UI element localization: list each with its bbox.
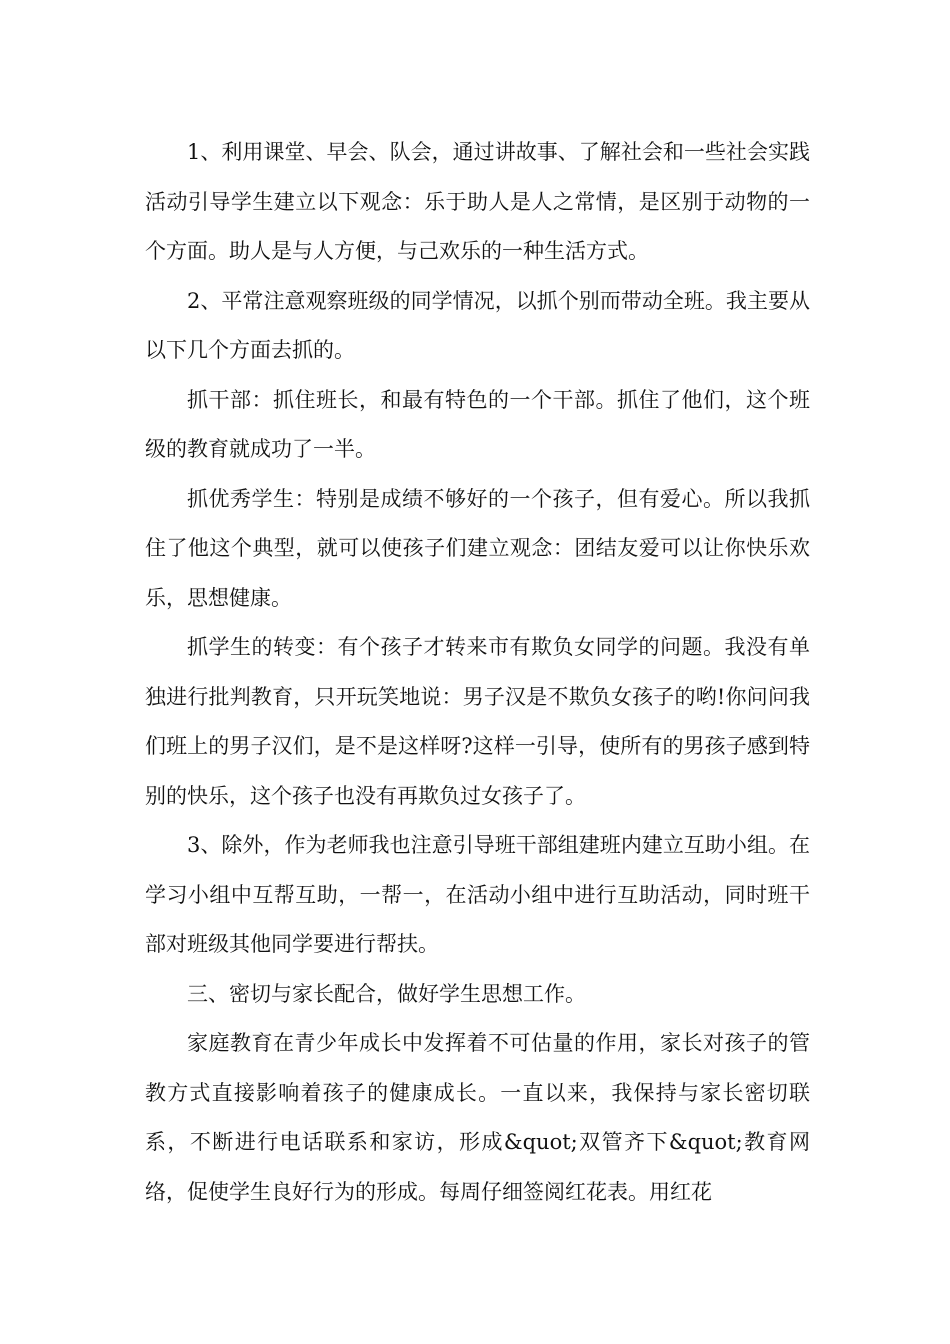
paragraph-6: 3、除外，作为老师我也注意引导班干部组建班内建立互助小组。在学习小组中互帮互助，一帮一，在活动小组中进行互助活动，同时班干部对班级其他同学要进行帮扶。 [145, 833, 810, 956]
paragraph-2: 2、平常注意观察班级的同学情况，以抓个别而带动全班。我主要从以下几个方面去抓的。 [145, 288, 810, 362]
paragraph-7: 家庭教育在青少年成长中发挥着不可估量的作用，家长对孩子的管教方式直接影响着孩子的健康成长。一直以来，我保持与家长密切联系，不断进行电话联系和家访，形成&quot;双管齐下&quot;教育网络，促使学生良好行为的形成。每周仔细签阅红花表。用红花 [145, 1031, 810, 1204]
document-body [145, 128, 810, 1217]
paragraph-1: 1、利用课堂、早会、队会，通过讲故事、了解社会和一些社会实践活动引导学生建立以下观念：乐于助人是人之常情，是区别于动物的一个方面。助人是与人方便，与己欢乐的一种生活方式。 [145, 140, 810, 263]
section-heading: 三、密切与家长配合，做好学生思想工作。 [187, 981, 586, 1006]
paragraph-5: 抓学生的转变：有个孩子才转来市有欺负女同学的问题。我没有单独进行批判教育，只开玩笑地说：男子汉是不欺负女孩子的哟!你问问我们班上的男子汉们，是不是这样呀?这样一引导，使所有的男孩子感到特别的快乐，这个孩子也没有再欺负过女孩子了。 [145, 635, 810, 808]
paragraph-4: 抓优秀学生：特别是成绩不够好的一个孩子，但有爱心。所以我抓住了他这个典型，就可以使孩子们建立观念：团结友爱可以让你快乐欢乐，思想健康。 [145, 486, 810, 610]
paragraph-3: 抓干部：抓住班长，和最有特色的一个干部。抓住了他们，这个班级的教育就成功了一半。 [145, 387, 810, 461]
